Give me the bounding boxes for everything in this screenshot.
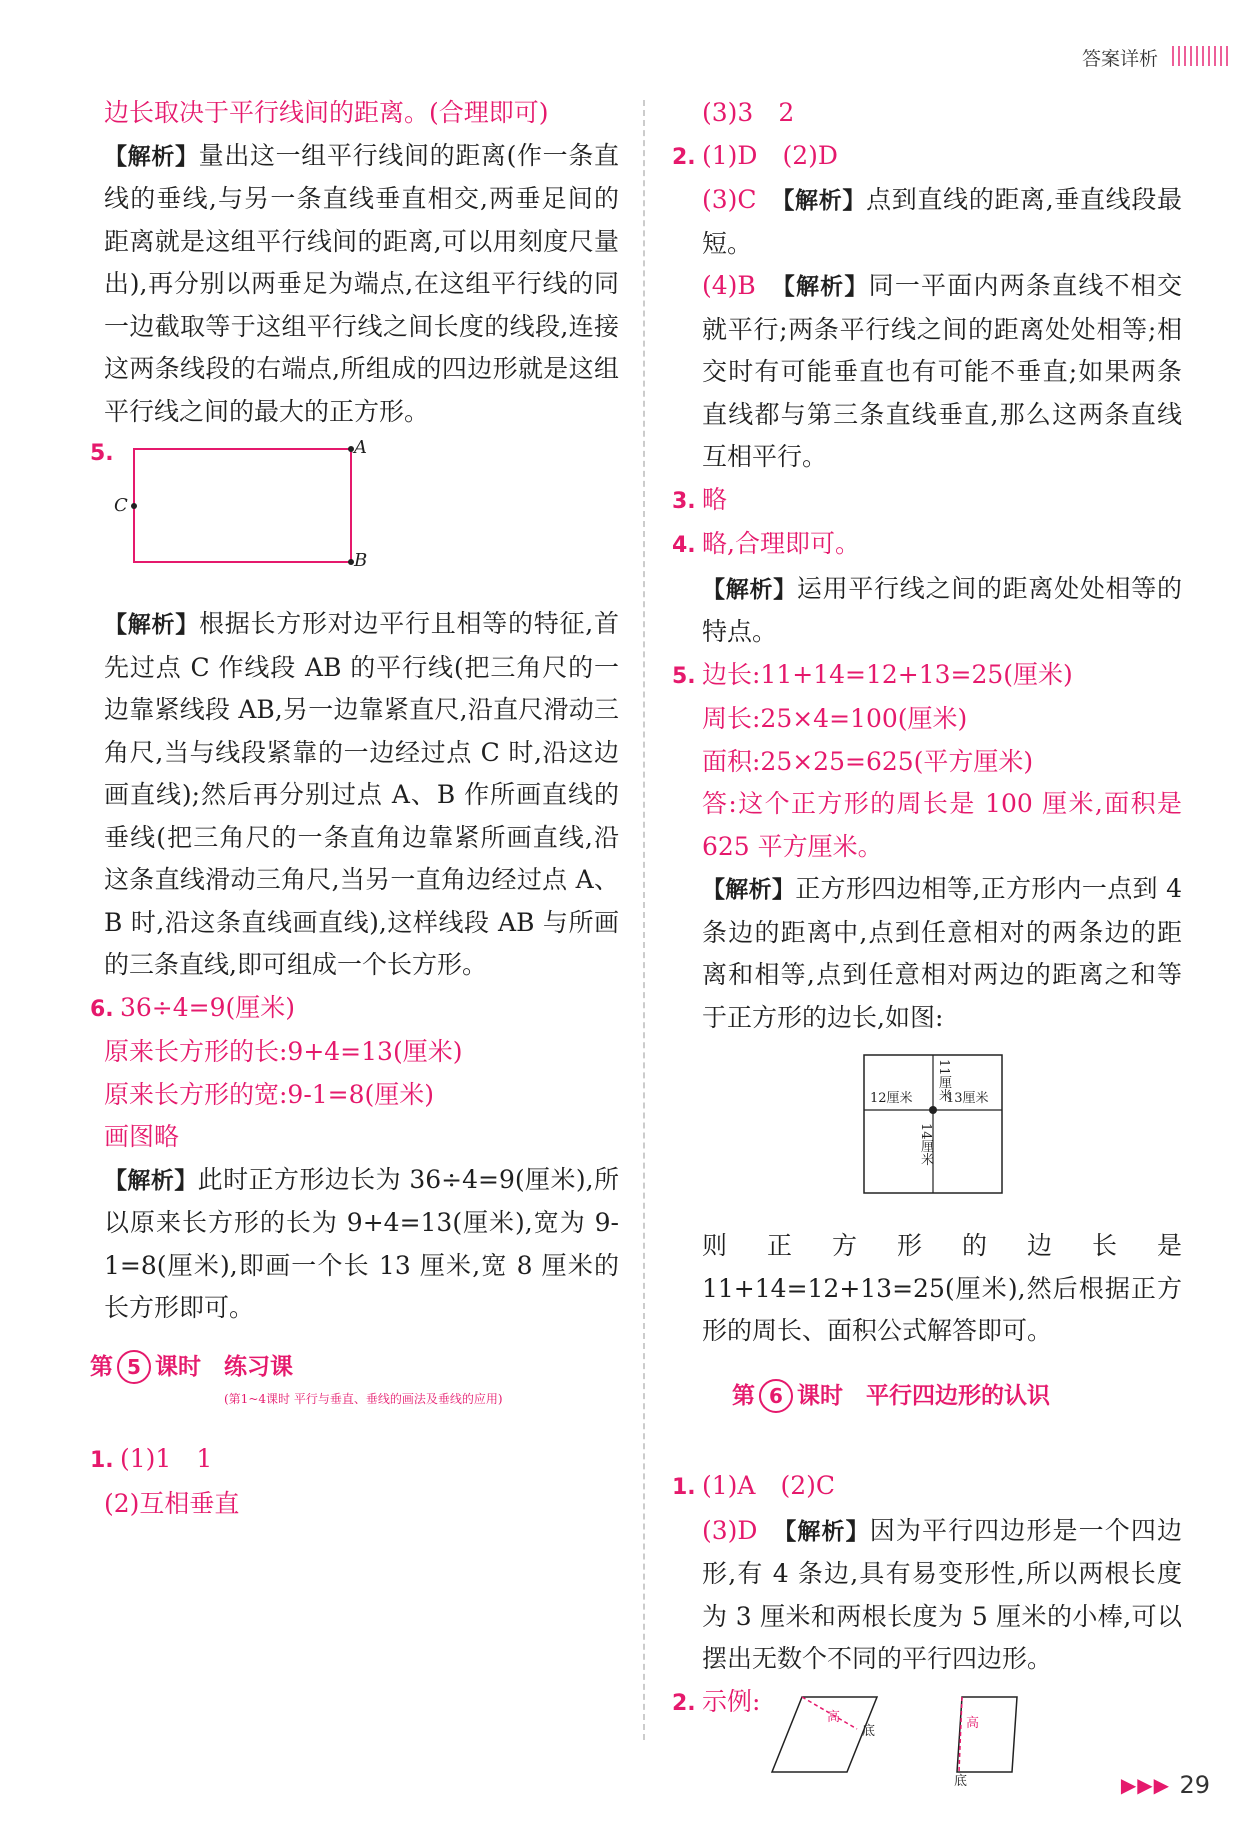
parallelogram-diagram bbox=[762, 1687, 1062, 1797]
label-a: A bbox=[354, 437, 367, 458]
analysis-text: 因为平行四边形是一个四边形,有 4 条边,具有易变形性,所以两根长度为 3 厘米和两根长度为 5 厘米的小棒,可以摆出无数个不同的平行四边形。 bbox=[702, 1515, 1183, 1673]
analysis-text: 正方形四边相等,正方形内一点到 4 条边的距离中,点到任意相对的两条边的距离和相等,点到任意相对两边的距离之和等于正方形的边长,如图: bbox=[702, 874, 1183, 1032]
analysis-text: 运用平行线之间的距离处处相等的特点。 bbox=[702, 573, 1182, 646]
lesson-prefix: 第 bbox=[90, 1353, 113, 1380]
label-height: 高 bbox=[966, 1715, 980, 1731]
question-number: 6. bbox=[90, 996, 114, 1022]
label-left: 12厘米 bbox=[870, 1091, 913, 1106]
answer-text: 36÷4=9(厘米) bbox=[120, 992, 296, 1022]
label-b: B bbox=[354, 550, 368, 571]
lesson-number: 5 bbox=[117, 1350, 151, 1384]
question-number: 1. bbox=[90, 1448, 114, 1473]
square-figure bbox=[852, 1045, 1032, 1215]
lesson-title bbox=[732, 1375, 1182, 1418]
answer-line: 周长:25×4=100(厘米) bbox=[702, 704, 968, 733]
question-number: 2. bbox=[672, 1690, 696, 1716]
parallelogram-figure bbox=[672, 1681, 1182, 1791]
question-number: 1. bbox=[672, 1475, 696, 1500]
answer-line: 面积:25×25=625(平方厘米) bbox=[702, 746, 1034, 776]
lesson-suffix: 课时 bbox=[155, 1353, 201, 1380]
point-c bbox=[131, 503, 137, 509]
question-number: 2. bbox=[672, 144, 696, 170]
question-number: 4. bbox=[672, 533, 696, 558]
question-number: 5. bbox=[90, 441, 114, 466]
label-height: 高 bbox=[827, 1709, 841, 1725]
analysis-tag: 【解析】 bbox=[702, 576, 797, 603]
answer-text: (1)A (2)C bbox=[702, 1471, 836, 1500]
left-column bbox=[90, 92, 620, 1525]
label-c: C bbox=[114, 495, 128, 516]
analysis-text: 此时正方形边长为 36÷4=9(厘米),所以原来长方形的长为 9+4=13(厘米),宽为 9-1=8(厘米),即画一个长 13 厘米,宽 8 厘米的长方形即可。 bbox=[104, 1164, 620, 1322]
lesson-prefix: 第 bbox=[732, 1382, 755, 1409]
label-top: 11厘米 bbox=[936, 1059, 951, 1102]
analysis-paragraph bbox=[672, 568, 1182, 654]
answer-text: (3)D bbox=[702, 1515, 758, 1545]
answer-line bbox=[90, 1438, 619, 1483]
question-number: 3. bbox=[672, 488, 696, 514]
answer-text: 边长取决于平行线间的距离。(合理即可) bbox=[104, 98, 549, 127]
analysis-paragraph bbox=[672, 1510, 1182, 1681]
answer-line: 原来长方形的长:9+4=13(厘米) bbox=[104, 1037, 463, 1066]
analysis-paragraph bbox=[672, 265, 1182, 479]
answer-line: 原来长方形的宽:9-1=8(厘米) bbox=[104, 1079, 435, 1109]
answer-text: (3)C bbox=[702, 185, 757, 214]
analysis-tag: 【解析】 bbox=[104, 612, 200, 638]
answer-text: 略,合理即可。 bbox=[702, 529, 860, 558]
answer-text: (4)B bbox=[702, 271, 756, 300]
analysis-text: 根据长方形对边平行且相等的特征,首先过点 C 作线段 AB 的平行线(把三角尺的一边靠紧线段 AB,另一边靠紧直尺,沿直尺滑动三角尺,当与线段紧靠的一边经过点 C 时,沿这边画直线);然后再分别过点 A、B 作所画直线的垂线(把三角尺的一条直角边靠紧所画直线,沿这条直线滑动三角尺,当另一直角边经过点 A、B 时,沿这条直线画直线),这样线段 AB 与所画的三条直线,即可组成一个长方形。 bbox=[104, 609, 620, 979]
lesson-name: 练习课 bbox=[224, 1353, 293, 1380]
analysis-tag: 【解析】 bbox=[104, 143, 199, 170]
answer-line: (3)3 2 bbox=[702, 98, 795, 127]
analysis-tag: 【解析】 bbox=[783, 274, 869, 300]
right-column bbox=[672, 92, 1182, 1791]
analysis-paragraph bbox=[672, 179, 1182, 265]
answer-text: 边长:11+14=12+13=25(厘米) bbox=[702, 659, 1073, 689]
analysis-text: 则正方形的边长是 11+14=12+13=25(厘米),然后根据正方形的周长、面积公式解答即可。 bbox=[702, 1231, 1182, 1345]
answer-line bbox=[672, 523, 1182, 568]
rectangle-figure bbox=[90, 433, 619, 603]
question-number: 5. bbox=[672, 663, 696, 689]
label-base: 底 bbox=[862, 1723, 876, 1739]
lesson-title bbox=[90, 1346, 619, 1389]
analysis-tag: 【解析】 bbox=[104, 1167, 198, 1194]
rectangle-outline bbox=[134, 449, 351, 562]
answer-text: (1)D (2)D bbox=[702, 140, 838, 170]
lesson-suffix: 课时 bbox=[797, 1382, 843, 1409]
answer-line: 画图略 bbox=[104, 1122, 180, 1151]
answer-text: 略 bbox=[702, 484, 728, 514]
analysis-paragraph bbox=[672, 868, 1182, 1039]
header-decoration bbox=[1172, 46, 1228, 66]
lesson-number: 6 bbox=[759, 1379, 793, 1413]
analysis-tag: 【解析】 bbox=[782, 188, 867, 214]
analysis-text: 点到直线的距离,垂直线段最短。 bbox=[702, 185, 1183, 258]
label-base: 底 bbox=[954, 1773, 968, 1789]
lesson-note: (第1~4课时 平行与垂直、垂线的画法及垂线的应用) bbox=[224, 1392, 503, 1406]
lesson-name: 平行四边形的认识 bbox=[866, 1382, 1050, 1409]
header-title: 答案详析 bbox=[1081, 48, 1158, 70]
label-bottom: 14厘米 bbox=[918, 1123, 933, 1166]
answer-text: (1)1 1 bbox=[120, 1444, 213, 1473]
answer-line: 答:这个正方形的周长是 100 厘米,面积是 625 平方厘米。 bbox=[702, 789, 1182, 861]
analysis-text: 同一平面内两条直线不相交就平行;两条平行线之间的距离处处相等;相交时有可能垂直也有可能不垂直;如果两条直线都与第三条直线垂直,那么这两条直线互相平行。 bbox=[702, 271, 1182, 471]
answer-line bbox=[672, 1465, 1182, 1510]
page-number: 29 bbox=[1179, 1771, 1210, 1799]
answer-line bbox=[672, 1681, 760, 1726]
answer-line: (2)互相垂直 bbox=[104, 1488, 240, 1518]
answer-line bbox=[672, 479, 1182, 524]
page-arrows: ▶▶▶ bbox=[1120, 1773, 1170, 1797]
analysis-text: 量出这一组平行线间的距离(作一条直线的垂线,与另一条直线垂直相交,两垂足间的距离就是这组平行线间的距离,可以用刻度尺量出),再分别以两垂足为端点,在这组平行线的同一边截取等于这组平行线之间长度的线段,连接这两条线段的右端点,所组成的四边形就是这组平行线之间的最大的正方形。 bbox=[104, 140, 619, 426]
analysis-paragraph bbox=[104, 603, 619, 987]
answer-line bbox=[672, 654, 1182, 699]
answer-line bbox=[672, 135, 1182, 180]
answer-text: 示例: bbox=[702, 1686, 761, 1716]
answer-line bbox=[90, 987, 619, 1032]
label-right: 13厘米 bbox=[946, 1091, 989, 1106]
analysis-paragraph bbox=[104, 1159, 619, 1330]
analysis-paragraph bbox=[104, 135, 619, 434]
column-divider bbox=[643, 100, 645, 1740]
analysis-tag: 【解析】 bbox=[702, 877, 796, 903]
analysis-tag: 【解析】 bbox=[784, 1518, 870, 1545]
